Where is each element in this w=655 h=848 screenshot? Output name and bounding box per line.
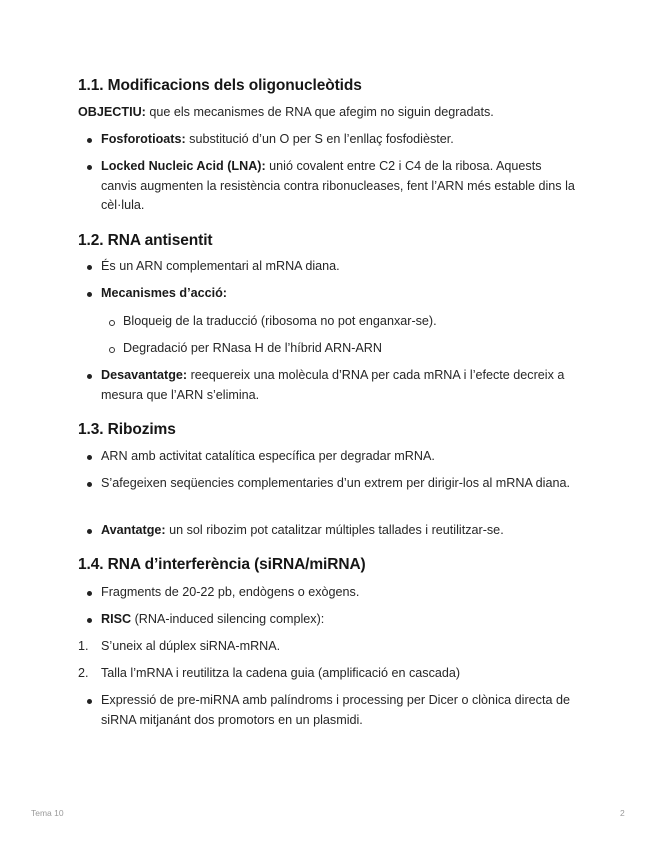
objective-label: OBJECTIU: <box>78 105 146 119</box>
list-item-desavantatge <box>78 366 578 405</box>
ribozims-list <box>78 447 578 467</box>
item-text: Expressió de pre-miRNA amb palíndroms i processing per Dicer o clònica directa de siRNA mitjanánt dos promotors en un plasmidi. <box>101 693 570 727</box>
item-text: Degradació per RNasa H de l’híbrid ARN-ARN <box>123 341 382 355</box>
list-item-expressio <box>78 691 578 730</box>
numbered-item-1 <box>78 637 578 657</box>
item-text: un sol ribozim pot catalitzar múltiples tallades i reutilitzar-se. <box>165 523 504 537</box>
bullet-dot-icon <box>87 591 92 596</box>
item-bold-label: Fosforotioats: <box>101 132 186 146</box>
bullet-dot-icon <box>87 265 92 270</box>
section-heading-antisentit: 1.2. RNA antisentit <box>78 232 213 249</box>
ribozims-list-3 <box>78 521 578 541</box>
ribozims-list-2 <box>78 474 578 494</box>
antisentit-list <box>78 257 578 277</box>
interferencia-list <box>78 583 578 603</box>
bullet-dot-icon <box>87 618 92 623</box>
bullet-dot-icon <box>87 699 92 704</box>
bullet-circle-icon <box>109 320 115 326</box>
item-bold-label: Avantatge: <box>101 523 166 537</box>
objective-text: que els mecanismes de RNA que afegim no siguin degradats. <box>145 105 494 119</box>
section-heading-interferencia: 1.4. RNA d’interferència (siRNA/miRNA) <box>78 556 366 573</box>
item-bold-label: Mecanismes d’acció: <box>101 286 227 300</box>
sublist-item-degradacio <box>78 339 578 359</box>
modificacions-list <box>78 130 578 150</box>
item-text: Talla l’mRNA i reutilitza la cadena guia (amplificació en cascada) <box>101 666 461 680</box>
list-item-sequencies <box>78 474 578 494</box>
bullet-dot-icon <box>87 138 92 143</box>
item-text: Bloqueig de la traducció (ribosoma no pot enganxar-se). <box>123 314 437 328</box>
item-bold-label: RISC <box>101 612 132 626</box>
risc-steps-list-2 <box>78 664 578 684</box>
list-item-fosforotioats <box>78 130 578 150</box>
footer-chapter-label: Tema 10 <box>31 808 64 818</box>
antisentit-list-2 <box>78 284 578 304</box>
item-text: reequereix una molècula d’RNA per cada mRNA i l’efecte decreix a mesura que l’ARN s’elimina. <box>101 368 565 402</box>
item-text: S’uneix al dúplex siRNA-mRNA. <box>101 639 281 653</box>
interferencia-list-3 <box>78 691 578 730</box>
item-text: És un ARN complementari al mRNA diana. <box>101 259 340 273</box>
bullet-dot-icon <box>87 455 92 460</box>
bullet-dot-icon <box>87 292 92 297</box>
objective-paragraph <box>78 103 578 123</box>
list-number: 1. <box>78 639 89 653</box>
section-heading-ribozims: 1.3. Ribozims <box>78 421 176 438</box>
bullet-dot-icon <box>87 529 92 534</box>
item-text: (RNA-induced silencing complex): <box>131 612 325 626</box>
list-item-risc <box>78 610 578 630</box>
modificacions-list-2 <box>78 157 578 216</box>
risc-steps-list <box>78 637 578 657</box>
antisentit-list-3 <box>78 366 578 405</box>
list-item-mecanismes <box>78 284 578 304</box>
item-text: S’afegeixen seqüencies complementaries d’un extrem per dirigir-los al mRNA diana. <box>101 476 570 490</box>
section-heading-modificacions: 1.1. Modificacions dels oligonucleòtids <box>78 77 362 94</box>
sublist-item-bloqueig <box>78 312 578 332</box>
item-text: substitució d’un O per S en l’enllaç fosfodièster. <box>185 132 454 146</box>
footer-page-number: 2 <box>620 808 625 818</box>
mecanismes-sublist-2 <box>78 339 578 359</box>
item-text: ARN amb activitat catalítica específica per degradar mRNA. <box>101 449 435 463</box>
list-number: 2. <box>78 666 89 680</box>
list-item-avantatge <box>78 521 578 541</box>
bullet-dot-icon <box>87 165 92 170</box>
mecanismes-sublist <box>78 312 578 332</box>
list-item-lna <box>78 157 578 216</box>
bullet-circle-icon <box>109 347 115 353</box>
bullet-dot-icon <box>87 482 92 487</box>
list-item-arn-complementari <box>78 257 578 277</box>
numbered-item-2 <box>78 664 578 684</box>
list-item-activitat-catalitica <box>78 447 578 467</box>
item-bold-label: Locked Nucleic Acid (LNA): <box>101 159 266 173</box>
interferencia-list-2 <box>78 610 578 630</box>
item-bold-label: Desavantatge: <box>101 368 188 382</box>
item-text: Fragments de 20-22 pb, endògens o exògens. <box>101 585 360 599</box>
list-item-fragments <box>78 583 578 603</box>
item-text: unió covalent entre C2 i C4 de la ribosa. Aquests canvis augmenten la resistència contra ribonucleases, fent l’ARN més estable dins la cèl·lula. <box>101 159 575 212</box>
bullet-dot-icon <box>87 374 92 379</box>
